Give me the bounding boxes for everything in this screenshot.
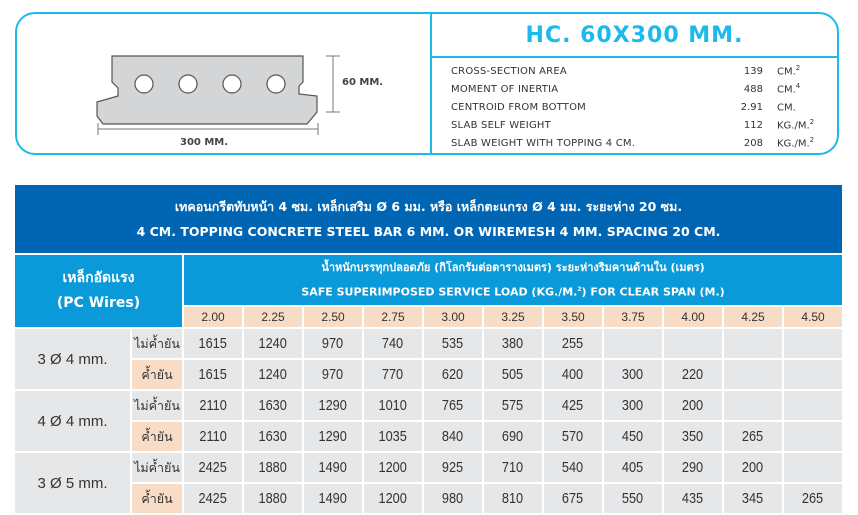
load-value-cell: [784, 422, 842, 451]
load-value-cell: [784, 391, 842, 420]
load-value-cell: 200: [724, 453, 782, 482]
load-value-cell: 1880: [244, 453, 302, 482]
table-body: [15, 329, 842, 513]
load-value-cell: 980: [424, 484, 482, 513]
wire-size-label: 3 Ø 4 mm.: [15, 329, 130, 389]
load-value-cell: 380: [484, 329, 542, 358]
spec-value: 2.91: [740, 101, 763, 113]
spec-unit: CM.$^2$: [777, 64, 801, 78]
condition-unshored: ไม่ค้ำยัน: [132, 329, 182, 358]
spec-row-moment-of-inertia: [451, 80, 841, 98]
load-value-cell: 2425: [184, 453, 242, 482]
band-english-text: 4 CM. TOPPING CONCRETE STEEL BAR 6 MM. OR WIREMESH 4 MM. SPACING 20 CM.: [136, 224, 721, 239]
table-row: [132, 391, 842, 420]
load-value-cell: 710: [484, 453, 542, 482]
load-value-cell: [724, 391, 782, 420]
load-value-cell: 220: [664, 360, 722, 389]
spec-row-self-weight: [451, 116, 841, 134]
spec-label: SLAB WEIGHT WITH TOPPING 4 CM.: [451, 137, 636, 149]
load-value-cell: 200: [664, 391, 722, 420]
span-cell: 3.00: [424, 307, 482, 327]
load-table: [15, 185, 842, 513]
spec-label: CROSS-SECTION AREA: [451, 65, 567, 77]
table-row: [132, 422, 842, 451]
load-value-cell: 435: [664, 484, 722, 513]
load-value-cell: 1290: [304, 422, 362, 451]
span-cell: 2.75: [364, 307, 422, 327]
spec-row-centroid: [451, 98, 841, 116]
load-value-cell: 290: [664, 453, 722, 482]
load-value-cell: 550: [604, 484, 662, 513]
load-value-cell: 810: [484, 484, 542, 513]
spec-value: 112: [743, 119, 763, 131]
card-divider-horizontal: [432, 56, 837, 58]
load-value-cell: 345: [724, 484, 782, 513]
span-header-row: [184, 307, 842, 327]
load-value-cell: 2110: [184, 391, 242, 420]
product-title: HC. 60X300 MM.: [525, 22, 744, 48]
load-value-cell: 1240: [244, 329, 302, 358]
load-value-cell: 770: [364, 360, 422, 389]
table-row: [132, 360, 842, 389]
load-value-cell: 765: [424, 391, 482, 420]
wire-group: [15, 453, 842, 513]
load-value-cell: 970: [304, 329, 362, 358]
condition-unshored: ไม่ค้ำยัน: [132, 391, 182, 420]
load-value-cell: 1490: [304, 453, 362, 482]
height-dimension-label: 60 MM.: [342, 77, 384, 88]
span-cell: 4.25: [724, 307, 782, 327]
spec-unit: CM.$^4$: [777, 82, 801, 96]
condition-shored: ค้ำยัน: [132, 422, 182, 451]
spec-unit: KG./M.$^2$: [777, 118, 815, 132]
load-value-cell: 570: [544, 422, 602, 451]
spec-card: [15, 12, 839, 155]
load-value-cell: 1630: [244, 391, 302, 420]
cross-section-drawing: [17, 14, 430, 155]
wire-size-label: 3 Ø 5 mm.: [15, 453, 130, 513]
load-value-cell: 505: [484, 360, 542, 389]
span-cell: 2.25: [244, 307, 302, 327]
load-value-cell: 690: [484, 422, 542, 451]
load-value-cell: 1630: [244, 422, 302, 451]
spec-label: MOMENT OF INERTIA: [451, 83, 559, 95]
load-span-header: [184, 255, 842, 327]
spec-row-weight-with-topping: [451, 134, 841, 152]
spec-unit: KG./M.$^2$: [777, 136, 815, 150]
load-value-cell: [724, 329, 782, 358]
load-value-cell: 405: [604, 453, 662, 482]
width-dimension-label: 300 MM.: [180, 137, 229, 148]
load-value-cell: [784, 329, 842, 358]
band-thai-text: เทคอนกรีตทับหน้า 4 ซม. เหล็กเสริม Ø 6 มม. หรือ เหล็กตะแกรง Ø 4 มม. ระยะห่าง 20 ซม.: [174, 199, 683, 214]
table-row: [132, 329, 842, 358]
load-value-cell: 1200: [364, 484, 422, 513]
span-cell: 3.25: [484, 307, 542, 327]
spec-row-cross-section-area: [451, 62, 841, 80]
table-row: [132, 484, 842, 513]
spec-value: 139: [743, 65, 763, 77]
condition-shored: ค้ำยัน: [132, 484, 182, 513]
load-header-text: น้ำหนักบรรทุกปลอดภัย (กิโลกรัมต่อตารางเมตร) ระยะห่างริมคานด้านใน (เมตร) SAFE SUPERIMPOSED SERVICE LOAD (KG./M.$^2$) FOR CLEAR SPAN (M.): [184, 255, 842, 305]
load-value-cell: 970: [304, 360, 362, 389]
load-value-cell: 265: [724, 422, 782, 451]
condition-unshored: ไม่ค้ำยัน: [132, 453, 182, 482]
pc-wires-header: เหล็กอัดแรง (PC Wires): [15, 255, 182, 327]
load-value-cell: 1290: [304, 391, 362, 420]
span-cell: 4.00: [664, 307, 722, 327]
spec-value: 488: [743, 83, 763, 95]
load-value-cell: 400: [544, 360, 602, 389]
load-value-cell: 255: [544, 329, 602, 358]
spec-list: [451, 62, 841, 152]
load-value-cell: 740: [364, 329, 422, 358]
load-value-cell: 1010: [364, 391, 422, 420]
wire-group: [15, 329, 842, 389]
table-header: [15, 255, 842, 327]
wire-size-label: 4 Ø 4 mm.: [15, 391, 130, 451]
load-value-cell: 535: [424, 329, 482, 358]
load-value-cell: 1240: [244, 360, 302, 389]
load-value-cell: 2110: [184, 422, 242, 451]
load-value-cell: 675: [544, 484, 602, 513]
load-value-cell: 2425: [184, 484, 242, 513]
load-value-cell: 300: [604, 391, 662, 420]
load-value-cell: 450: [604, 422, 662, 451]
load-value-cell: [664, 329, 722, 358]
load-value-cell: 1880: [244, 484, 302, 513]
spec-label: CENTROID FROM BOTTOM: [451, 101, 587, 113]
span-cell: 3.75: [604, 307, 662, 327]
table-row: [132, 453, 842, 482]
load-value-cell: 1615: [184, 329, 242, 358]
load-value-cell: 925: [424, 453, 482, 482]
load-value-cell: 265: [784, 484, 842, 513]
span-cell: 3.50: [544, 307, 602, 327]
span-cell: 4.50: [784, 307, 842, 327]
load-value-cell: [784, 360, 842, 389]
load-value-cell: 1035: [364, 422, 422, 451]
wire-group: [15, 391, 842, 451]
load-value-cell: [724, 360, 782, 389]
span-cell: 2.50: [304, 307, 362, 327]
spec-label: SLAB SELF WEIGHT: [451, 119, 551, 131]
load-value-cell: 1200: [364, 453, 422, 482]
spec-unit: CM.: [777, 102, 796, 114]
load-value-cell: 300: [604, 360, 662, 389]
load-value-cell: 425: [544, 391, 602, 420]
load-value-cell: 840: [424, 422, 482, 451]
condition-shored: ค้ำยัน: [132, 360, 182, 389]
load-value-cell: 1490: [304, 484, 362, 513]
load-value-cell: [784, 453, 842, 482]
span-cell: 2.00: [184, 307, 242, 327]
load-value-cell: 620: [424, 360, 482, 389]
load-value-cell: 1615: [184, 360, 242, 389]
load-value-cell: 575: [484, 391, 542, 420]
spec-value: 208: [743, 137, 763, 149]
topping-spec-band: [15, 185, 842, 253]
load-value-cell: [604, 329, 662, 358]
load-value-cell: 540: [544, 453, 602, 482]
load-value-cell: 350: [664, 422, 722, 451]
